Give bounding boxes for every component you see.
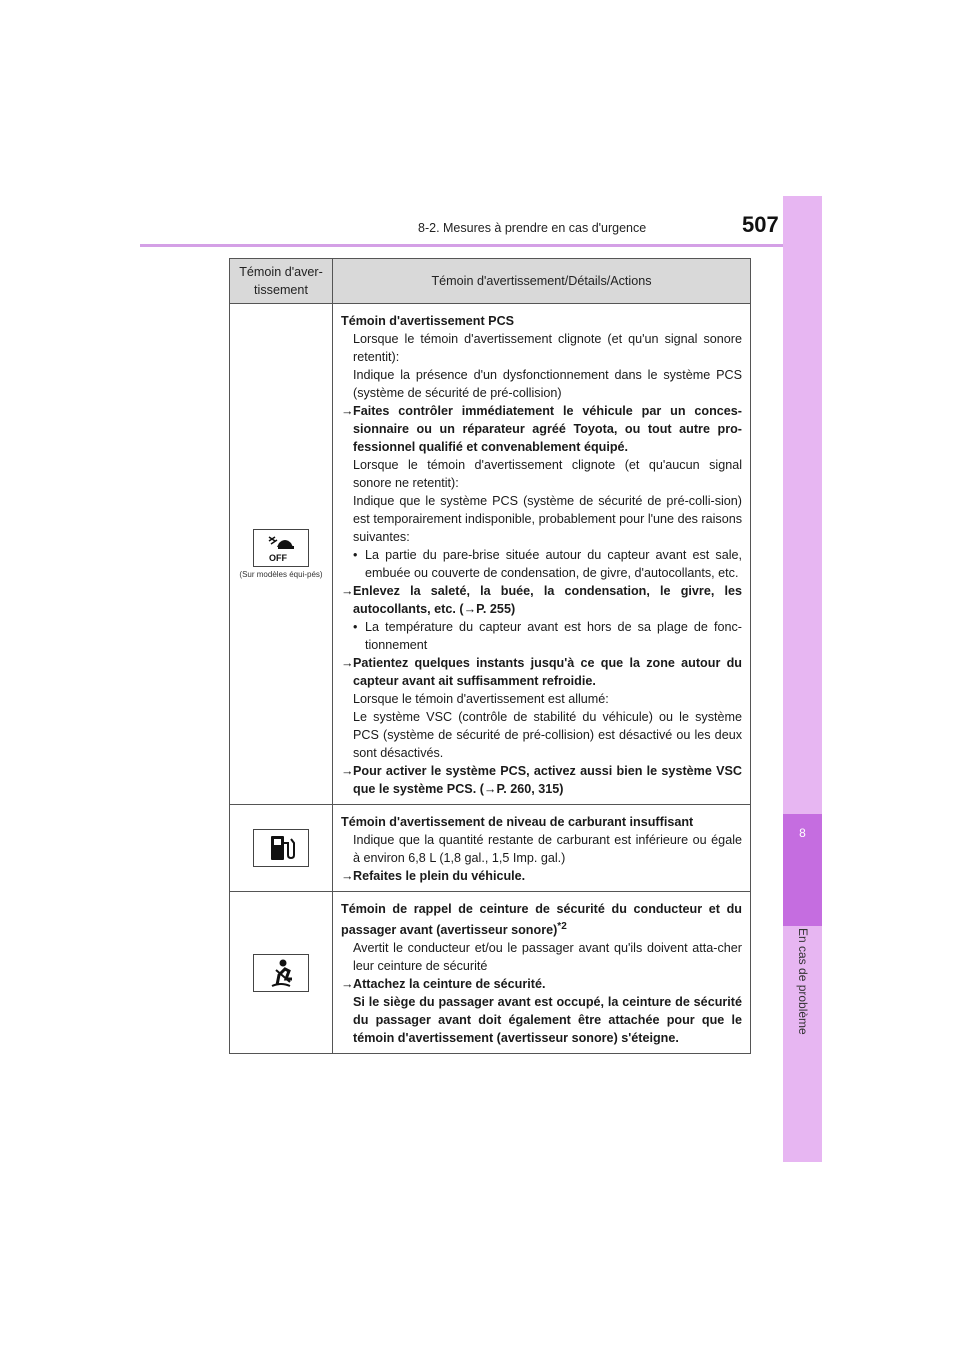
paragraph: Lorsque le témoin d'avertissement clignote (et qu'aucun signal sonore ne retentit): (353, 458, 742, 490)
row-title (341, 900, 742, 939)
action-item (341, 867, 742, 885)
icon-note: (Sur modèles équi-pés) (239, 570, 323, 579)
row-title: Témoin d'avertissement PCS (341, 314, 515, 328)
table-row (230, 304, 751, 805)
arrow-icon: → (341, 404, 354, 418)
paragraph: Le système VSC (contrôle de stabilité du véhicule) ou le système PCS (système de sécurité de pré-collision) est désactivé ou les deux sont désactivés. (353, 710, 742, 760)
fuel-pump-icon (253, 829, 309, 867)
chapter-title: En cas de problème (796, 928, 810, 1035)
action-item (341, 402, 742, 456)
action-text: Si le siège du passager avant est occupé, la ceinture de sécurité du passager avant doit également être attachée pour que le témoin d'avertissement (avertisseur sonore) s'éteigne. (353, 995, 742, 1046)
arrow-icon: → (341, 869, 354, 883)
action-text: Pour activer le système PCS, activez aussi bien le système VSC que le système PCS. (→P. 260, 315) (353, 764, 742, 796)
pcs-off-warning-icon (253, 529, 309, 567)
paragraph: Indique que le système PCS (système de sécurité de pré-colli-sion) est temporairement indisponible, probablement pour l'une des raisons suivantes: (353, 494, 742, 544)
column-header-light: Témoin d'aver-tissement (230, 259, 333, 304)
action-text: Patientez quelques instants jusqu'à ce que la zone autour du capteur avant ait suffisamment refroidie. (353, 656, 742, 688)
action-text: Attachez la ceinture de sécurité. (353, 977, 546, 992)
bullet-item (341, 618, 742, 654)
column-header-details: Témoin d'avertissement/Détails/Actions (333, 259, 751, 304)
details-cell (333, 892, 751, 1054)
action-item (341, 993, 742, 1047)
row-title: Témoin d'avertissement de niveau de carburant insuffisant (341, 815, 694, 829)
icon-cell (230, 805, 333, 892)
paragraph: Avertit le conducteur et/ou le passager avant qu'ils doivent atta-cher leur ceinture de sécurité (353, 941, 742, 974)
table-header-row (230, 259, 751, 304)
action-text: Refaites le plein du véhicule. (353, 869, 526, 883)
header-rule (140, 244, 793, 247)
section-title: 8-2. Mesures à prendre en cas d'urgence (418, 221, 647, 235)
action-item (341, 975, 742, 993)
action-item (341, 654, 742, 690)
row-title-text: Témoin de rappel de ceinture de sécurité du conducteur et du passager avant (avertisseur sonore) (341, 902, 742, 938)
arrow-icon: → (341, 764, 354, 778)
seatbelt-icon (253, 954, 309, 992)
details-cell (333, 304, 751, 805)
action-text: Enlevez la saleté, la buée, la condensation, le givre, les autocollants, etc. (→P. 255) (353, 584, 742, 616)
bullet-text: La température du capteur avant est hors de sa plage de fonc-tionnement (365, 620, 742, 652)
page-number: 507 (742, 212, 779, 237)
bullet-item (341, 546, 742, 582)
icon-off-label: OFF (269, 553, 287, 563)
chapter-number: 8 (799, 826, 806, 840)
paragraph: Lorsque le témoin d'avertissement clignote (et qu'un signal sonore retentit): (353, 332, 742, 364)
bullet-icon: • (353, 620, 358, 634)
footnote-ref: *2 (557, 921, 567, 932)
arrow-icon: → (341, 584, 354, 598)
action-item (341, 582, 742, 618)
details-cell (333, 805, 751, 892)
paragraph: Indique que la quantité restante de carburant est inférieure ou égale à environ 6,8 L (1,8 gal., 1,5 Imp. gal.) (353, 833, 742, 865)
chapter-title-container (790, 928, 814, 1148)
table-row (230, 892, 751, 1054)
arrow-icon: → (341, 656, 354, 670)
bullet-text: La partie du pare-brise située autour du capteur avant est sale, embuée ou couverte de condensation, de givre, d'autocollants, etc. (365, 548, 742, 580)
bullet-icon: • (353, 548, 358, 562)
arrow-icon: → (341, 977, 354, 992)
icon-cell (230, 892, 333, 1054)
paragraph: Lorsque le témoin d'avertissement est allumé: (353, 692, 609, 706)
action-item (341, 762, 742, 798)
icon-cell (230, 304, 333, 805)
table-row (230, 805, 751, 892)
warning-lights-table (229, 258, 751, 1054)
action-text: Faites contrôler immédiatement le véhicule par un conces-sionnaire ou un réparateur agréé Toyota, ou tout autre pro-fessionnel qualifié et convenablement équipé. (353, 404, 742, 454)
paragraph: Indique la présence d'un dysfonctionnement dans le système PCS (système de sécurité de pré-collision) (353, 368, 742, 400)
